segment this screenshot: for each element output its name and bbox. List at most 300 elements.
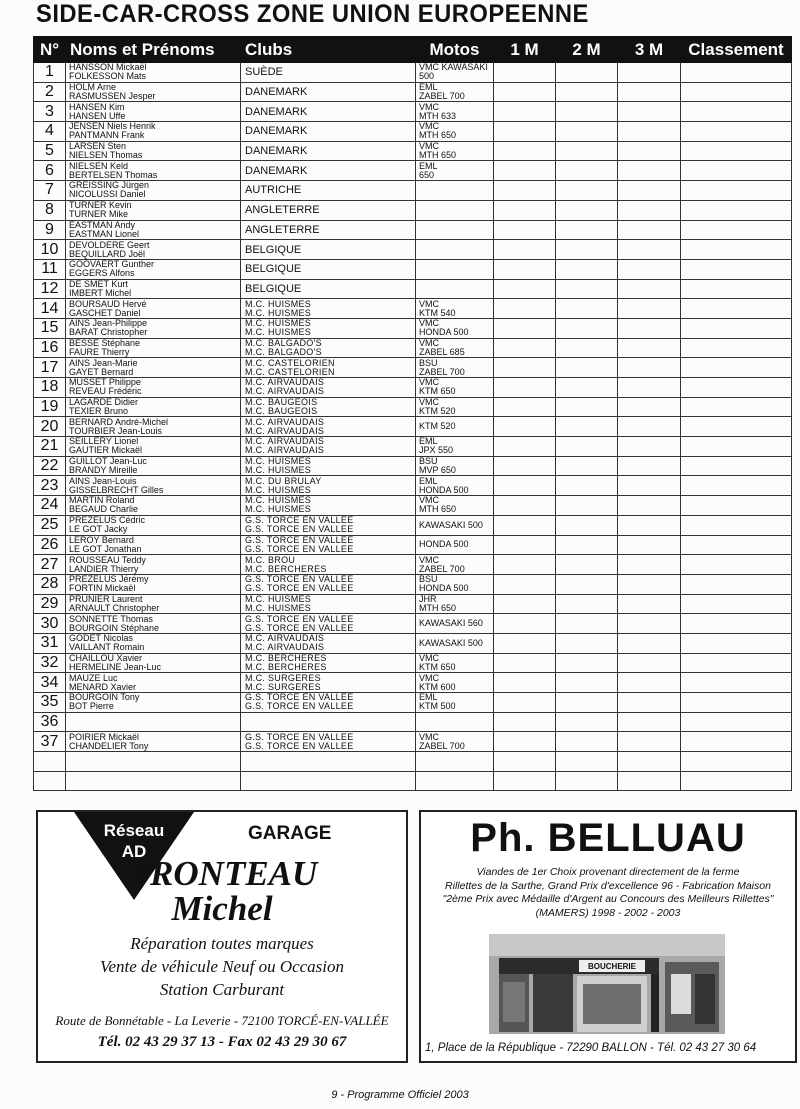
result-2m: [556, 318, 618, 338]
result-1m: [494, 476, 556, 496]
table-row: [34, 358, 792, 378]
result-classement: [681, 456, 792, 476]
entry-names: [66, 358, 241, 378]
entry-number: 28: [34, 574, 66, 594]
entry-club: [241, 279, 416, 299]
entry-number: 8: [34, 200, 66, 220]
moto-model: HONDA 500: [419, 539, 469, 550]
result-2m: [556, 259, 618, 279]
entry-club: [241, 437, 416, 457]
result-1m: [494, 712, 556, 732]
result-3m: [618, 515, 681, 535]
crew-member-name: GREISSING Jürgen: [69, 180, 150, 191]
entry-moto: [416, 594, 494, 614]
entry-names: [66, 614, 241, 634]
moto-model: ZABEL 700: [419, 740, 465, 751]
moto-model: JPX 550: [419, 445, 454, 456]
entry-moto: [416, 712, 494, 732]
result-classement: [681, 732, 792, 752]
entry-names: [66, 141, 241, 161]
ad-label: AD: [121, 842, 147, 861]
result-2m: [556, 614, 618, 634]
entry-moto: [416, 732, 494, 752]
entry-names: [66, 693, 241, 713]
table-row: [34, 259, 792, 279]
entry-number: 17: [34, 358, 66, 378]
moto-model: MTH 633: [419, 110, 457, 121]
club-name: M.C. AIRVAUDAIS: [245, 445, 325, 456]
entry-moto: [416, 673, 494, 693]
result-classement: [681, 318, 792, 338]
club-name: DANEMARK: [245, 125, 308, 138]
club-name: M.C. BERCHERES: [245, 661, 327, 672]
result-2m: [556, 417, 618, 437]
entry-names: [66, 594, 241, 614]
entry-moto: [416, 82, 494, 102]
result-1m: [494, 102, 556, 122]
entry-names: [66, 417, 241, 437]
entry-names: [66, 673, 241, 693]
result-1m: [494, 496, 556, 516]
empty-cell: [416, 752, 494, 772]
result-1m: [494, 259, 556, 279]
table-row: [34, 240, 792, 260]
moto-model: MTH 650: [419, 602, 457, 613]
crew-member-name: HERMELINE Jean-Luc: [69, 661, 162, 672]
reseau-label: Réseau: [103, 821, 165, 840]
result-1m: [494, 181, 556, 201]
result-2m: [556, 673, 618, 693]
entry-club: [241, 614, 416, 634]
moto-model: HONDA 500: [419, 327, 469, 338]
result-3m: [618, 594, 681, 614]
page-title: SIDE-CAR-CROSS ZONE UNION EUROPEENNE: [36, 0, 589, 28]
result-3m: [618, 240, 681, 260]
result-2m: [556, 181, 618, 201]
moto-model: KTM 540: [419, 307, 456, 318]
club-name: M.C. HUISMES: [245, 495, 312, 506]
empty-cell: [241, 771, 416, 791]
entry-names: [66, 732, 241, 752]
result-2m: [556, 693, 618, 713]
result-1m: [494, 417, 556, 437]
result-2m: [556, 82, 618, 102]
club-name: G.S. TORCE EN VALLEE: [245, 731, 354, 742]
moto-model: ZABEL 685: [419, 346, 465, 357]
crew-member-name: MAUZE Luc: [69, 672, 118, 683]
entry-club: [241, 358, 416, 378]
table-row: [34, 614, 792, 634]
moto-model: VMC: [419, 141, 439, 152]
result-1m: [494, 378, 556, 398]
entry-club: [241, 122, 416, 142]
moto-model: KTM 650: [419, 661, 456, 672]
moto-model: HONDA 500: [419, 583, 469, 594]
moto-model: JHR: [419, 594, 437, 604]
entry-moto: [416, 555, 494, 575]
result-2m: [556, 63, 618, 83]
result-1m: [494, 673, 556, 693]
result-classement: [681, 574, 792, 594]
result-3m: [618, 437, 681, 457]
belluau-address: 1, Place de la République - 72290 BALLON - Tél. 02 43 27 30 64: [425, 1042, 757, 1054]
result-1m: [494, 63, 556, 83]
result-2m: [556, 299, 618, 319]
table-row: [34, 712, 792, 732]
entry-moto: [416, 318, 494, 338]
col-header-names: Noms et Prénoms: [66, 37, 241, 63]
table-row: [34, 82, 792, 102]
garage-name-line2: Michel: [171, 889, 273, 928]
entry-number: 24: [34, 496, 66, 516]
garage-phone: Tél. 02 43 29 37 13 - Fax 02 43 29 30 67: [97, 1034, 347, 1050]
entry-names: [66, 633, 241, 653]
result-1m: [494, 515, 556, 535]
empty-cell: [618, 771, 681, 791]
entry-moto: [416, 102, 494, 122]
entry-club: [241, 102, 416, 122]
result-3m: [618, 712, 681, 732]
club-name: M.C. CASTELORIEN: [245, 366, 335, 377]
entry-names: [66, 279, 241, 299]
table-row: [34, 633, 792, 653]
table-row: [34, 476, 792, 496]
col-header-classement: Classement: [681, 37, 792, 63]
result-1m: [494, 614, 556, 634]
table-row: [34, 555, 792, 575]
club-name: M.C. HUISMES: [245, 602, 312, 613]
entry-names: [66, 240, 241, 260]
result-2m: [556, 535, 618, 555]
entry-number: 36: [34, 712, 66, 732]
club-name: G.S. TORCE EN VALLEE: [245, 622, 354, 633]
result-3m: [618, 279, 681, 299]
garage-services: [38, 932, 406, 1001]
entry-moto: [416, 535, 494, 555]
result-classement: [681, 200, 792, 220]
result-3m: [618, 200, 681, 220]
entry-number: 12: [34, 279, 66, 299]
moto-model: EML: [419, 692, 438, 703]
result-3m: [618, 122, 681, 142]
entry-moto: [416, 693, 494, 713]
moto-model: VMC: [419, 731, 439, 742]
club-name: BELGIQUE: [245, 243, 302, 256]
crew-member-name: LE GOT Jonathan: [69, 543, 142, 554]
club-name: M.C. HUISMES: [245, 465, 312, 476]
result-3m: [618, 220, 681, 240]
result-3m: [618, 574, 681, 594]
result-1m: [494, 358, 556, 378]
entry-number: 9: [34, 220, 66, 240]
club-name: M.C. AIRVAUDAIS: [245, 377, 325, 388]
entry-names: [66, 515, 241, 535]
entry-moto: [416, 122, 494, 142]
crew-member-name: BARAT Christopher: [69, 327, 148, 338]
empty-cell: [681, 752, 792, 772]
entry-club: [241, 200, 416, 220]
result-classement: [681, 476, 792, 496]
entry-names: [66, 181, 241, 201]
entry-moto: [416, 614, 494, 634]
entry-club: [241, 259, 416, 279]
entry-moto: [416, 338, 494, 358]
result-classement: [681, 535, 792, 555]
result-1m: [494, 555, 556, 575]
entry-club: [241, 594, 416, 614]
crew-member-name: BESSE Stéphane: [69, 338, 141, 348]
empty-cell: [34, 771, 66, 791]
entry-number: 37: [34, 732, 66, 752]
crew-member-name: GASCHET Daniel: [69, 307, 141, 318]
result-2m: [556, 279, 618, 299]
moto-model: HONDA 500: [419, 484, 469, 495]
crew-member-name: NIELSEN Keld: [69, 160, 129, 171]
club-name: M.C. AIRVAUDAIS: [245, 425, 325, 436]
crew-member-name: TOURBIER Jean-Louis: [69, 425, 162, 436]
entry-moto: [416, 437, 494, 457]
result-1m: [494, 732, 556, 752]
moto-model: VMC: [419, 377, 439, 388]
crew-member-name: GUILLOT Jean-Luc: [69, 456, 147, 467]
club-name: G.S. TORCE EN VALLEE: [245, 583, 354, 594]
club-name: DANEMARK: [245, 164, 308, 177]
entry-number: 19: [34, 397, 66, 417]
crew-member-name: TURNER Mike: [69, 209, 129, 220]
crew-member-name: MUSSET Philippe: [69, 377, 141, 388]
result-3m: [618, 358, 681, 378]
crew-member-name: BEQUILLARD Joël: [69, 248, 146, 259]
entry-number: 15: [34, 318, 66, 338]
table-row-empty: [34, 752, 792, 772]
result-3m: [618, 161, 681, 181]
entry-names: [66, 712, 241, 732]
result-3m: [618, 318, 681, 338]
crew-member-name: PANTMANN Frank: [69, 130, 145, 141]
table-row: [34, 338, 792, 358]
belluau-desc-line: (MAMERS) 1998 - 2002 - 2003: [535, 906, 681, 919]
crew-member-name: BOURGOIN Stéphane: [69, 622, 160, 633]
result-2m: [556, 653, 618, 673]
entry-names: [66, 496, 241, 516]
moto-model: BSU: [419, 456, 438, 467]
moto-model: ZABEL 700: [419, 563, 465, 574]
club-name: BELGIQUE: [245, 282, 302, 295]
table-row: [34, 200, 792, 220]
entry-moto: [416, 397, 494, 417]
result-3m: [618, 63, 681, 83]
result-2m: [556, 496, 618, 516]
result-1m: [494, 122, 556, 142]
result-2m: [556, 102, 618, 122]
club-name: M.C. HUISMES: [245, 298, 312, 309]
crew-member-name: LAGARDE Didier: [69, 397, 139, 408]
crew-member-name: RASMUSSEN Jesper: [69, 91, 156, 102]
col-header-2m: 2 M: [556, 37, 618, 63]
moto-model: MTH 650: [419, 504, 457, 515]
crew-member-name: GODET Nicolas: [69, 633, 133, 644]
table-row: [34, 397, 792, 417]
entry-moto: [416, 653, 494, 673]
crew-member-name: AINS Jean-Louis: [69, 475, 137, 486]
moto-model: KTM 520: [419, 421, 456, 432]
result-classement: [681, 63, 792, 83]
crew-member-name: DE SMET Kurt: [69, 279, 128, 289]
moto-model: VMC: [419, 338, 439, 348]
entry-club: [241, 456, 416, 476]
table-row: [34, 732, 792, 752]
club-name: G.S. TORCE EN VALLEE: [245, 543, 354, 554]
crew-member-name: MARTIN Roland: [69, 495, 135, 506]
entry-club: [241, 712, 416, 732]
moto-model: MTH 650: [419, 130, 457, 141]
entry-club: [241, 63, 416, 83]
moto-model: ZABEL 700: [419, 366, 465, 377]
entry-names: [66, 220, 241, 240]
club-name: M.C. BERCHERES: [245, 653, 327, 663]
moto-model: ZABEL 700: [419, 91, 465, 102]
entry-names: [66, 299, 241, 319]
result-classement: [681, 240, 792, 260]
empty-cell: [556, 752, 618, 772]
table-row: [34, 496, 792, 516]
result-classement: [681, 693, 792, 713]
col-header-clubs: Clubs: [241, 37, 416, 63]
result-2m: [556, 633, 618, 653]
entry-names: [66, 318, 241, 338]
entry-club: [241, 417, 416, 437]
table-row: [34, 437, 792, 457]
shop-illustration: [489, 934, 725, 1034]
crew-member-name: CHANDELIER Tony: [69, 740, 149, 751]
result-2m: [556, 437, 618, 457]
entry-club: [241, 141, 416, 161]
table-row: [34, 535, 792, 555]
entry-moto: [416, 240, 494, 260]
entry-club: [241, 732, 416, 752]
entry-club: [241, 496, 416, 516]
result-classement: [681, 299, 792, 319]
entry-names: [66, 397, 241, 417]
crew-member-name: FORTIN Mickaël: [69, 583, 136, 594]
entry-club: [241, 378, 416, 398]
entry-moto: [416, 476, 494, 496]
entry-names: [66, 456, 241, 476]
entry-number: 27: [34, 555, 66, 575]
crew-member-name: GOOVAERT Gunther: [69, 259, 155, 270]
crew-member-name: EASTMAN Andy: [69, 220, 136, 230]
result-classement: [681, 673, 792, 693]
result-classement: [681, 161, 792, 181]
garage-ad: [36, 810, 408, 1063]
entry-number: 6: [34, 161, 66, 181]
entry-names: [66, 535, 241, 555]
result-1m: [494, 161, 556, 181]
moto-model: EML: [419, 436, 438, 447]
table-row: [34, 693, 792, 713]
moto-model: VMC: [419, 397, 439, 408]
table-header-row: [34, 37, 792, 63]
garage-service-line: Vente de véhicule Neuf ou Occasion: [99, 957, 345, 976]
entry-club: [241, 338, 416, 358]
result-3m: [618, 338, 681, 358]
result-classement: [681, 378, 792, 398]
club-name: G.S. TORCE EN VALLEE: [245, 740, 354, 751]
result-classement: [681, 496, 792, 516]
entry-number: 29: [34, 594, 66, 614]
result-2m: [556, 378, 618, 398]
table-row: [34, 122, 792, 142]
result-3m: [618, 693, 681, 713]
result-1m: [494, 594, 556, 614]
club-name: G.S. TORCE EN VALLEE: [245, 701, 354, 712]
result-classement: [681, 220, 792, 240]
entry-names: [66, 574, 241, 594]
result-1m: [494, 653, 556, 673]
result-1m: [494, 397, 556, 417]
result-2m: [556, 338, 618, 358]
crew-member-name: EASTMAN Lionel: [69, 228, 140, 239]
entry-club: [241, 476, 416, 496]
result-1m: [494, 456, 556, 476]
crew-member-name: LE GOT Jacky: [69, 524, 128, 535]
entry-moto: [416, 299, 494, 319]
result-2m: [556, 122, 618, 142]
entry-number: 10: [34, 240, 66, 260]
result-classement: [681, 279, 792, 299]
result-classement: [681, 555, 792, 575]
entry-club: [241, 181, 416, 201]
crew-member-name: PRUNIER Laurent: [69, 594, 143, 604]
result-classement: [681, 594, 792, 614]
moto-model: EML: [419, 475, 438, 486]
entry-names: [66, 161, 241, 181]
result-classement: [681, 358, 792, 378]
result-1m: [494, 633, 556, 653]
result-classement: [681, 181, 792, 201]
col-header-num: N°: [34, 37, 66, 63]
result-3m: [618, 259, 681, 279]
crew-member-name: FOLKESSON Mats: [69, 71, 147, 82]
entry-club: [241, 515, 416, 535]
crew-member-name: BRANDY Mireille: [69, 465, 138, 476]
moto-model: KTM 600: [419, 681, 456, 692]
result-2m: [556, 456, 618, 476]
club-name: M.C. BAUGEOIS: [245, 397, 318, 408]
club-name: G.S. TORCE EN VALLEE: [245, 613, 354, 624]
result-2m: [556, 358, 618, 378]
club-name: G.S. TORCE EN VALLEE: [245, 574, 354, 585]
entry-moto: [416, 200, 494, 220]
empty-cell: [66, 771, 241, 791]
club-name: DANEMARK: [245, 145, 308, 158]
result-3m: [618, 82, 681, 102]
belluau-desc-line: Rillettes de la Sarthe, Grand Prix d'excellence 96 - Fabrication Maison: [445, 879, 771, 892]
empty-cell: [494, 771, 556, 791]
result-3m: [618, 555, 681, 575]
entry-club: [241, 653, 416, 673]
club-name: M.C. HUISMES: [245, 318, 312, 329]
entry-number: 4: [34, 122, 66, 142]
entry-moto: [416, 141, 494, 161]
club-name: M.C. HUISMES: [245, 484, 312, 495]
col-header-3m: 3 M: [618, 37, 681, 63]
entry-number: 30: [34, 614, 66, 634]
belluau-ad: [419, 810, 797, 1063]
crew-member-name: LEROY Bernard: [69, 535, 134, 545]
crew-member-name: GAYET Bernard: [69, 366, 134, 377]
moto-model: VMC: [419, 495, 439, 506]
